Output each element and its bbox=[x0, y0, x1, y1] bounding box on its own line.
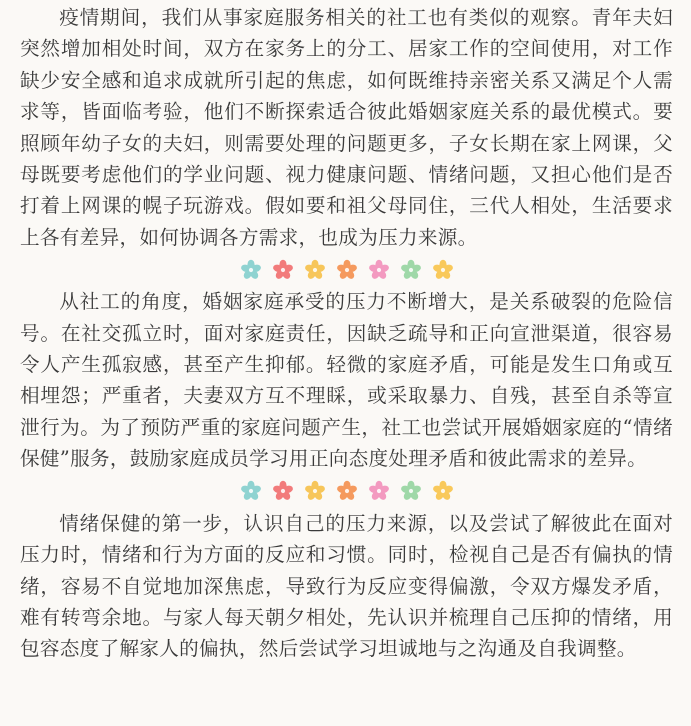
flower-divider-1 bbox=[20, 253, 673, 286]
article-paragraph-2: 从社工的角度，婚姻家庭承受的压力不断增大，是关系破裂的危险信号。在社交孤立时，面对家庭责任，因缺乏疏导和正向宣泄渠道，很容易令人产生孤寂感，甚至产生抑郁。轻微的家庭矛盾，可能是发生口角或互相埋怨；严重者，夫妻双方互不理睬，或采取暴力、自残，甚至自杀等宣泄行为。为了预防严重的家庭问题产生，社工也尝试开展婚姻家庭的“情绪保健”服务，鼓励家庭成员学习用正向态度处理矛盾和彼此需求的差异。 bbox=[20, 290, 673, 471]
flower-icon bbox=[432, 480, 454, 502]
flower-icon bbox=[272, 480, 294, 502]
flower-icon bbox=[272, 259, 294, 281]
flower-divider-2 bbox=[20, 475, 673, 508]
flower-icon bbox=[304, 480, 326, 502]
flower-icon bbox=[432, 259, 454, 281]
article-paragraph-1: 疫情期间，我们从事家庭服务相关的社工也有类似的观察。青年夫妇突然增加相处时间，双方在家务上的分工、居家工作的空间使用，对工作缺少安全感和追求成就所引起的焦虑，如何既维持亲密关系又满足个人需求等，皆面临考验，他们不断探索适合彼此婚姻家庭关系的最优模式。要照顾年幼子女的夫妇，则需要处理的问题更多，子女长期在家上网课，父母既要考虑他们的学业问题、视力健康问题、情绪问题，又担心他们是否打着上网课的幌子玩游戏。假如要和祖父母同住，三代人相处，生活要求上各有差异，如何协调各方需求，也成为压力来源。 bbox=[20, 6, 673, 249]
flower-icon bbox=[400, 259, 422, 281]
article-paragraph-3: 情绪保健的第一步，认识自己的压力来源，以及尝试了解彼此在面对压力时，情绪和行为方面的反应和习惯。同时，检视自己是否有偏执的情绪，容易不自觉地加深焦虑，导致行为反应变得偏激，令双方爆发矛盾，难有转弯余地。与家人每天朝夕相处，先认识并梳理自己压抑的情绪，用包容态度了解家人的偏执，然后尝试学习坦诚地与之沟通及自我调整。 bbox=[20, 511, 673, 661]
flower-icon bbox=[336, 259, 358, 281]
flower-icon bbox=[304, 259, 326, 281]
flower-icon bbox=[240, 259, 262, 281]
flower-icon bbox=[336, 480, 358, 502]
flower-icon bbox=[368, 480, 390, 502]
flower-icon bbox=[240, 480, 262, 502]
flower-icon bbox=[368, 259, 390, 281]
flower-icon bbox=[400, 480, 422, 502]
